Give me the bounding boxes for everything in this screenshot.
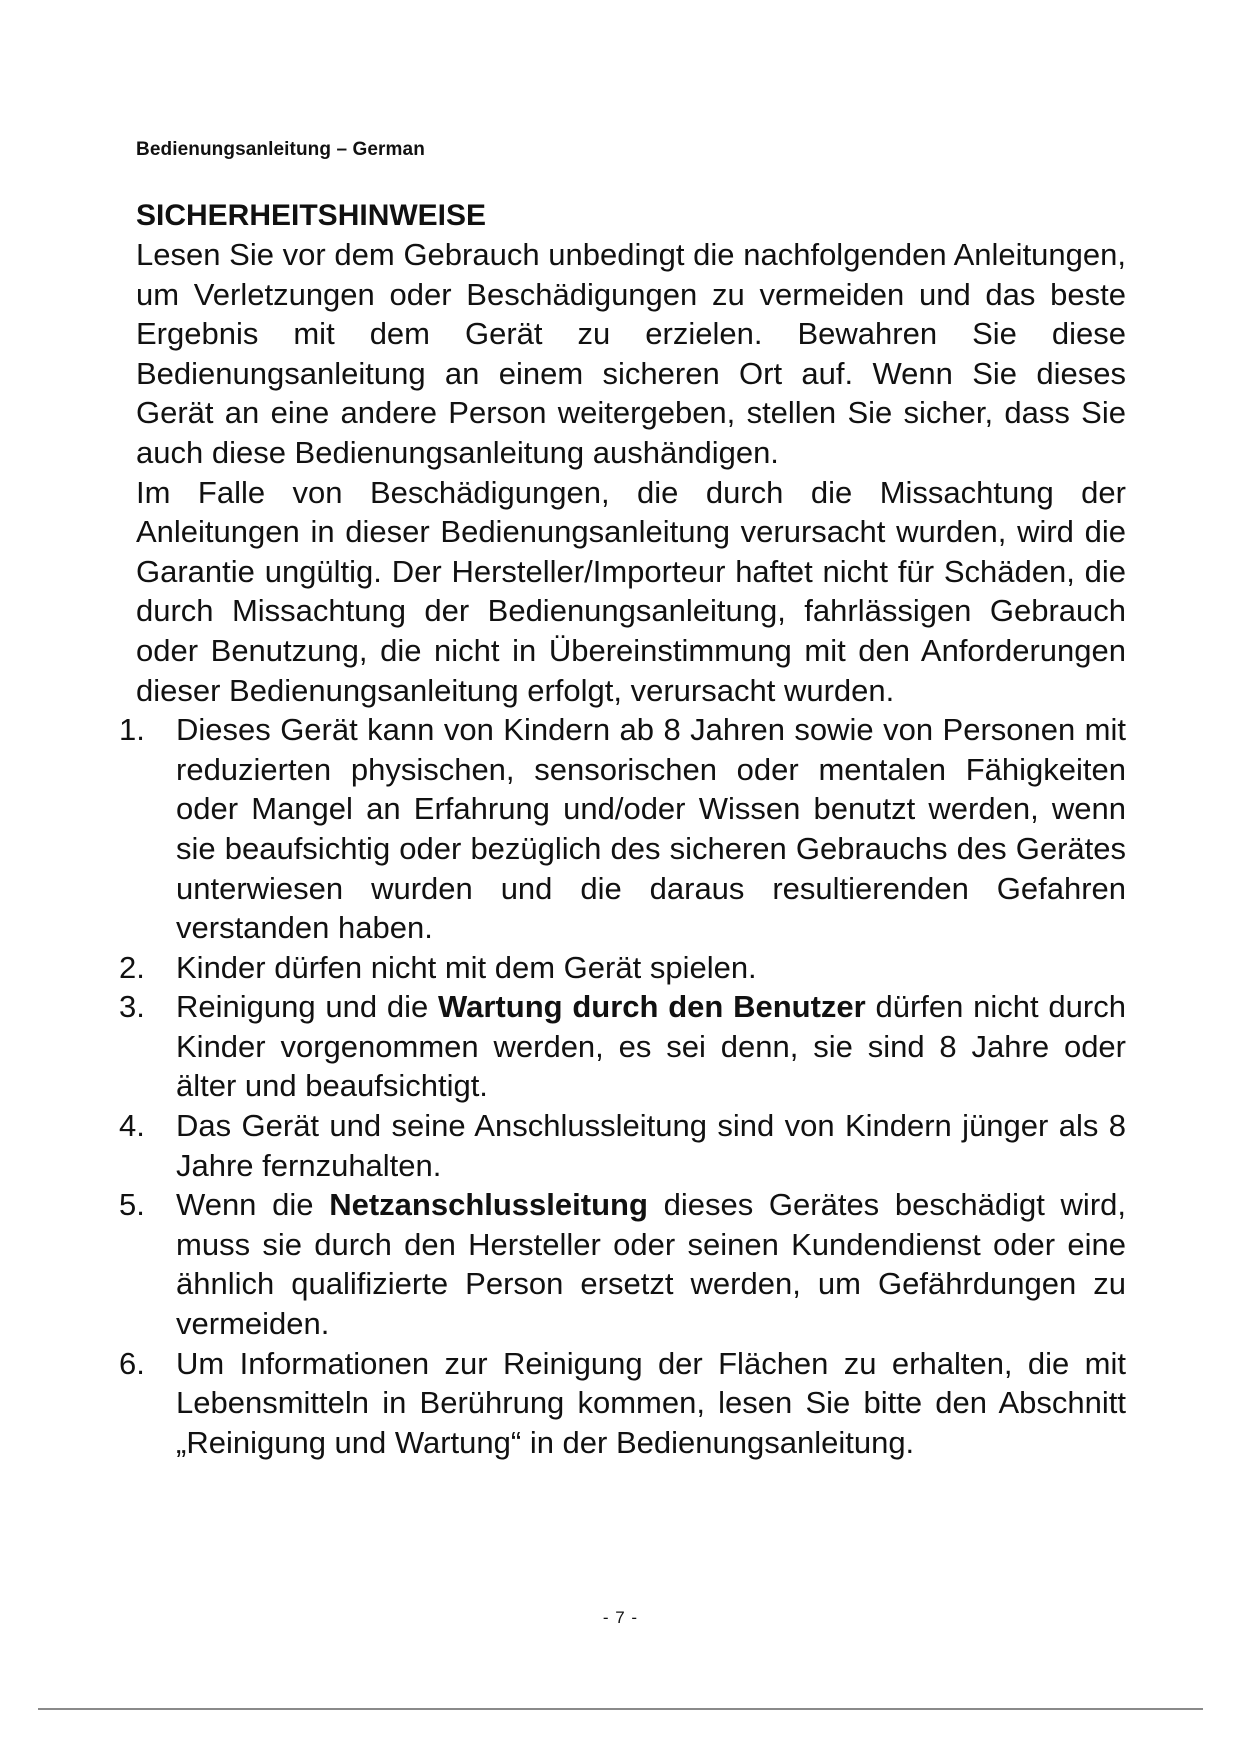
list-item-text-end: dürfen nicht durch Kinder vorgenommen werden, es sei denn, sie sind 8 Jahre oder älter und beaufsichtigt. [176,989,1126,1104]
list-item-text-start: Wenn die [176,1187,330,1223]
list-item-text: Dieses Gerät kann von Kindern ab 8 Jahren sowie von Personen mit reduzierten physischen, sensorischen oder mentalen Fähigkeiten oder Mangel an Erfahrung und/oder Wissen benutzt werden, wenn sie beaufsichtig oder bezüglich des sicheren Gebrauchs des Gerätes unterwiesen wurden und die daraus resultierenden Gefahren verstanden haben. [176,712,1126,946]
list-item-bold-term: Netzanschlussleitung [329,1187,648,1223]
list-item [119,1185,1126,1343]
list-item-number: 2. [119,949,145,985]
list-item-text [176,989,1126,1103]
footer-divider [38,1708,1203,1710]
page-number: - 7 - [602,1608,639,1627]
list-item-number: 3. [119,989,145,1025]
list-item-bold-term: Wartung durch den Benutzer [438,989,866,1025]
list-item [119,710,1126,948]
list-item-number: 4. [119,1108,145,1144]
list-item-number: 6. [119,1345,145,1381]
list-item-text [176,1187,1126,1341]
list-item-text-start: Reinigung und die [176,989,439,1025]
document-header-label: Bedienungsanleitung – German [136,139,425,160]
list-item [119,1106,1126,1185]
safety-instructions-list [119,710,1126,1462]
list-item-text-end: dieses Gerätes beschädigt wird, muss sie durch den Hersteller oder seinen Kundendienst oder eine ähnlich qualifizierte Person ersetzt werden, um Gefährdungen zu vermeiden. [176,1187,1126,1342]
intro-paragraph: Lesen Sie vor dem Gebrauch unbedingt die nachfolgenden Anleitungen, um Verletzungen oder Beschädigungen zu vermeiden und das beste Ergebnis mit dem Gerät zu erzielen. Bewahren Sie diese Bedienungsanleitung an einem sicheren Ort auf. Wenn Sie dieses Gerät an eine andere Person weitergeben, stellen Sie sicher, dass Sie auch diese Bedienungsanleitung aushändigen. [136,237,1126,470]
section-title: SICHERHEITSHINWEISE [136,199,487,232]
list-item [119,948,1126,988]
list-item [119,987,1126,1106]
list-item-text: Um Informationen zur Reinigung der Flächen zu erhalten, die mit Lebensmitteln in Berührung kommen, lesen Sie bitte den Abschnitt „Reinigung und Wartung“ in der Bedienungsanleitung. [176,1345,1126,1460]
list-item-number: 1. [119,712,145,748]
warranty-paragraph: Im Falle von Beschädigungen, die durch die Missachtung der Anleitungen in dieser Bedienungsanleitung verursacht wurden, wird die Garantie ungültig. Der Hersteller/Importeur haftet nicht für Schäden, die durch Missachtung der Bedienungsanleitung, fahrlässigen Gebrauch oder Benutzung, die nicht in Übereinstimmung mit den Anforderungen dieser Bedienungsanleitung erfolgt, verursacht wurden. [136,474,1126,708]
list-item [119,1344,1126,1463]
list-item-text: Das Gerät und seine Anschlussleitung sind von Kindern jünger als 8 Jahre fernzuhalten. [176,1108,1126,1183]
safety-section [119,197,1126,1462]
list-item-number: 5. [119,1187,145,1223]
list-item-text: Kinder dürfen nicht mit dem Gerät spielen. [176,949,757,985]
